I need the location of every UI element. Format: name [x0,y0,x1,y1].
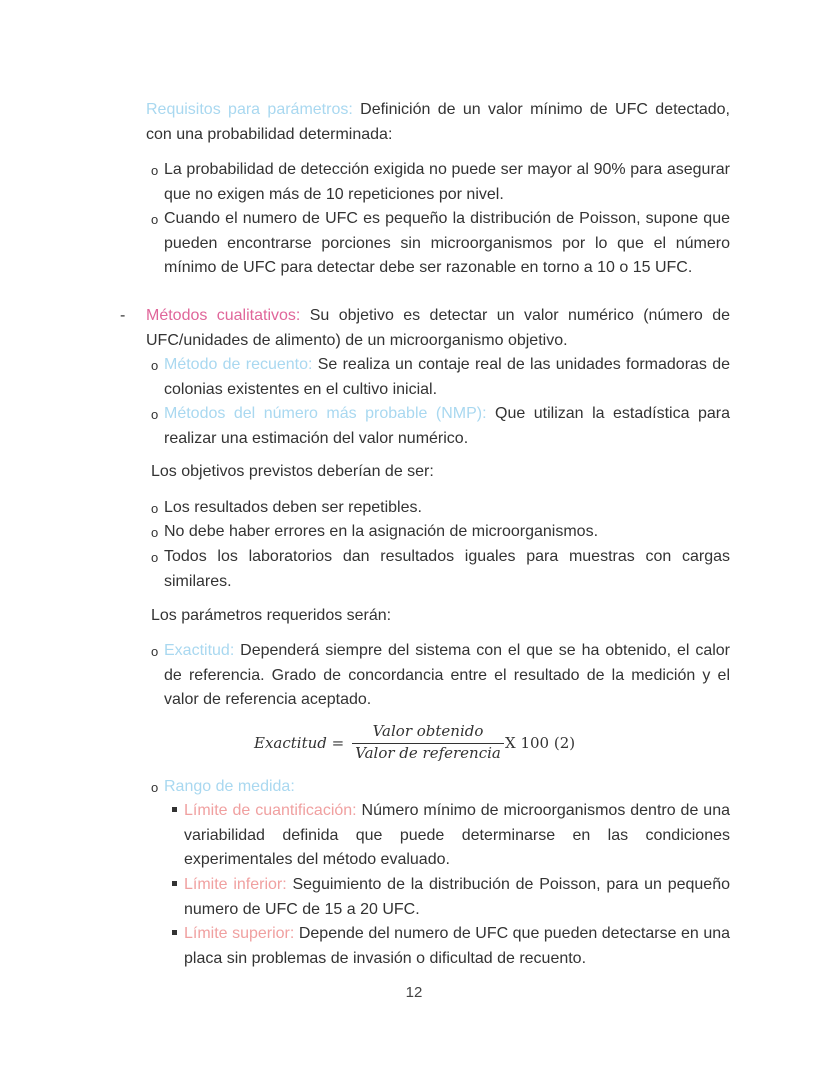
limite-cuantificacion-label: Límite de cuantificación: [184,802,357,819]
square-bullet [172,930,177,935]
list-item: La probabilidad de detección exigida no puede ser mayor al 90% para asegurar que no exigen más de 10 repeticiones por nivel. [164,161,730,203]
page-number: 12 [405,984,423,1001]
requisitos-label: Requisitos para parámetros: [146,101,353,118]
exactitud-text: Dependerá siempre del sistema con el que se ha obtenido, el calor de referencia. Grado de concordancia entre el resultado de la medición y el valor de referencia aceptado. [164,642,730,708]
metodos-cualitativos-label: Métodos cualitativos: [146,307,301,324]
metodo-nmp-label: Métodos del número más probable (NMP): [164,405,487,422]
bullet-marker: o [151,407,159,422]
list-item: Cuando el numero de UFC es pequeño la distribución de Poisson, supone que pueden encontrarse porciones sin microorganismos por lo que el número mínimo de UFC para detectar debe ser razonable en torno a 10 o 15 UFC. [164,210,730,276]
list-item [164,639,730,713]
formula-rhs: X 100 (2) [505,734,576,752]
requisitos-paragraph [146,98,730,147]
parametros-intro: Los parámetros requeridos serán: [151,607,392,624]
limite-cuantificacion-text: Número mínimo de microorganismos dentro de una variabilidad definida que puede determinarse en las condiciones experimentales del método evaluado. [184,802,730,868]
limite-superior-label: Límite superior: [184,925,295,942]
square-bullet [172,807,177,812]
bullet-marker: o [151,212,159,227]
list-item [184,922,730,971]
bullet-marker: o [151,358,159,373]
formula-denominator: Valor de referencia [355,744,501,762]
metodo-recuento-label: Método de recuento: [164,356,313,373]
limite-inferior-label: Límite inferior: [184,876,287,893]
formula-numerator: Valor obtenido [372,722,484,740]
requisitos-text: Definición de un valor mínimo de UFC detectado, con una probabilidad determinada: [146,101,730,143]
limite-superior-text: Depende del numero de UFC que pueden detectarse en una placa sin problemas de invasión o dificultad de recuento. [184,925,731,967]
bullet-marker: o [151,780,159,795]
metodo-nmp-text: Que utilizan la estadística para realizar una estimación del valor numérico. [164,405,731,447]
bullet-marker: o [151,644,159,659]
list-item [184,873,730,922]
exactitud-label: Exactitud: [164,642,235,659]
limite-inferior-text: Seguimiento de la distribución de Poisson, para un pequeño numero de UFC de 15 a 20 UFC. [184,876,731,918]
list-item: Todos los laboratorios dan resultados iguales para muestras con cargas similares. [164,548,730,590]
list-item: Los resultados deben ser repetibles. [164,499,422,516]
objetivos-intro: Los objetivos previstos deberían de ser: [151,463,434,480]
list-item [184,799,730,873]
formula-lhs: Exactitud = [254,734,345,752]
rango-label: Rango de medida: [164,778,295,795]
bullet-marker: o [151,550,159,565]
dash-marker: - [120,307,126,324]
metodo-recuento-text: Se realiza un contaje real de las unidades formadoras de colonias existentes en el cultivo inicial. [164,356,731,398]
bullet-marker: o [151,163,159,178]
bullet-marker: o [151,525,159,540]
square-bullet [172,881,177,886]
list-item [164,402,730,451]
bullet-marker: o [151,501,159,516]
list-item [164,353,730,402]
rango-heading [164,775,730,800]
metodos-cualitativos-text: Su objetivo es detectar un valor numérico (número de UFC/unidades de alimento) de un microorganismo objetivo. [146,307,731,349]
list-item: No debe haber errores en la asignación de microorganismos. [164,523,599,540]
metodos-cualitativos-paragraph [146,304,730,353]
